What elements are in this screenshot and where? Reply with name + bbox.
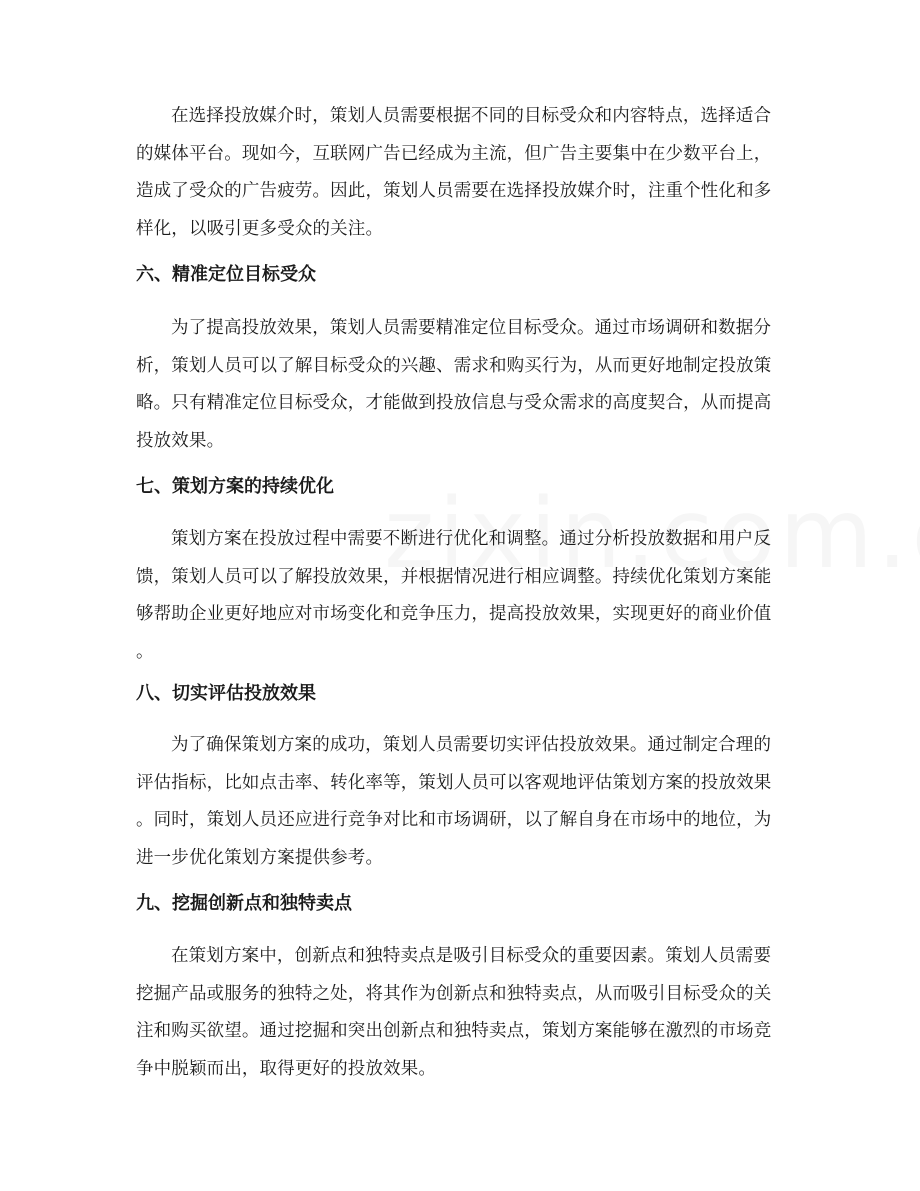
paragraph-line: 略。只有精准定位目标受众，才能做到投放信息与受众需求的高度契合，从而提高 <box>136 393 772 413</box>
paragraph-line: 评估指标，比如点击率、转化率等，策划人员可以客观地评估策划方案的投放效果 <box>136 772 772 793</box>
paragraph-media-selection <box>136 98 786 248</box>
paragraph-line: 为了确保策划方案的成功，策划人员需要切实评估投放效果。通过制定合理的 <box>171 735 772 755</box>
section-heading-8: 八、切实评估投放效果 <box>136 683 316 704</box>
paragraph-line: 挖掘产品或服务的独特之处，将其作为创新点和独特卖点，从而吸引目标受众的关 <box>136 983 772 1004</box>
paragraph-line: 。 <box>136 641 154 662</box>
paragraph-line: 争中脱颖而出，取得更好的投放效果。 <box>136 1058 437 1079</box>
paragraph-line: 在策划方案中，创新点和独特卖点是吸引目标受众的重要因素。策划人员需要 <box>171 946 772 966</box>
paragraph-line: 在选择投放媒介时，策划人员需要根据不同的目标受众和内容特点，选择适合 <box>171 106 772 126</box>
paragraph-line: 样化，以吸引更多受众的关注。 <box>136 218 384 239</box>
paragraph-line: 投放效果。 <box>136 430 225 451</box>
paragraph-innovation <box>136 938 786 1088</box>
paragraph-optimization <box>136 521 786 671</box>
section-heading-7: 七、策划方案的持续优化 <box>136 476 334 497</box>
paragraph-evaluation <box>136 727 786 877</box>
paragraph-line: 注和购买欲望。通过挖掘和突出创新点和独特卖点，策划方案能够在激烈的市场竞 <box>136 1021 772 1041</box>
paragraph-line: 为了提高投放效果，策划人员需要精准定位目标受众。通过市场调研和数据分 <box>171 318 772 338</box>
paragraph-line: 馈，策划人员可以了解投放效果，并根据情况进行相应调整。持续优化策划方案能 <box>136 566 772 587</box>
paragraph-line: 的媒体平台。现如今，互联网广告已经成为主流，但广告主要集中在少数平台上， <box>136 143 772 164</box>
paragraph-line: 策划方案在投放过程中需要不断进行优化和调整。通过分析投放数据和用户反 <box>171 529 772 549</box>
paragraph-line: 够帮助企业更好地应对市场变化和竞争压力，提高投放效果，实现更好的商业价值 <box>136 604 772 624</box>
paragraph-targeting <box>136 310 786 460</box>
paragraph-line: 进一步优化策划方案提供参考。 <box>136 847 384 868</box>
paragraph-line: 造成了受众的广告疲劳。因此，策划人员需要在选择投放媒介时，注重个性化和多 <box>136 181 772 201</box>
paragraph-line: 析，策划人员可以了解目标受众的兴趣、需求和购买行为，从而更好地制定投放策 <box>136 355 772 376</box>
section-heading-6: 六、精准定位目标受众 <box>136 264 316 285</box>
paragraph-line: 。同时，策划人员还应进行竞争对比和市场调研，以了解自身在市场中的地位，为 <box>136 810 772 830</box>
section-heading-9: 九、挖掘创新点和独特卖点 <box>136 893 352 914</box>
